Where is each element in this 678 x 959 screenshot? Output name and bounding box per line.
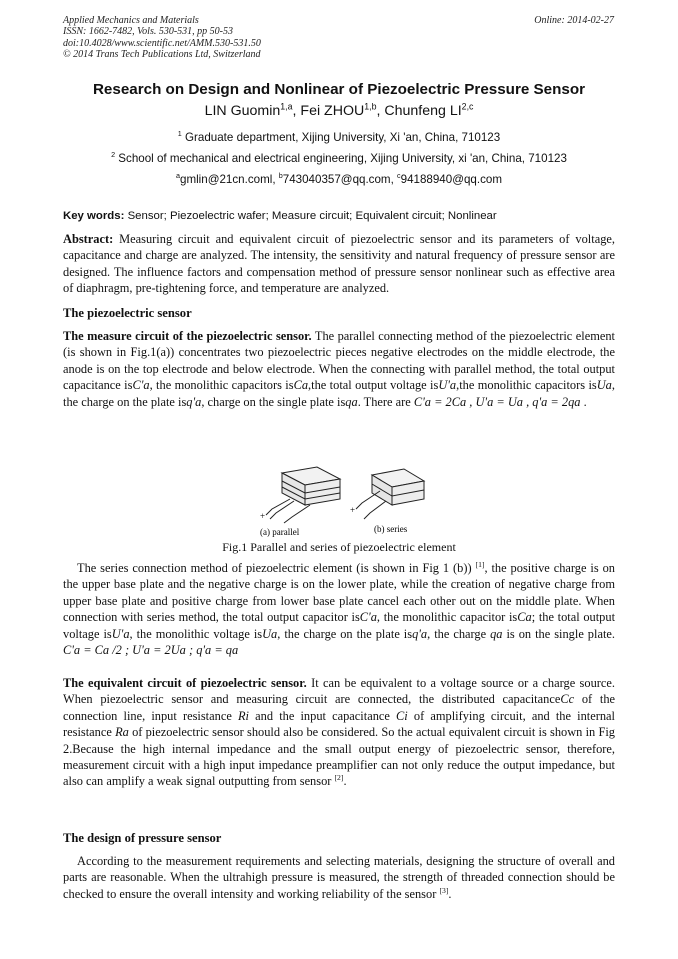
affiliation-1 — [0, 131, 678, 144]
parallel-element-diagram — [266, 467, 340, 523]
keywords — [63, 208, 615, 224]
issn-line: ISSN: 1662-7482, Vols. 530-531, pp 50-53 — [63, 26, 233, 38]
label-parallel: (a) parallel — [260, 527, 300, 537]
figure-caption: Fig.1 Parallel and series of piezoelectric element — [222, 540, 456, 554]
math-var: Ci — [396, 708, 408, 723]
text-run: It can be equivalent to a voltage source or a charge source. When piezoelectric sensor and measuring circuit are connected, the distributed capacitance — [63, 676, 615, 707]
text-run: , the charge on the plate is — [63, 378, 615, 409]
author-line — [0, 103, 678, 119]
math-var: Ca — [517, 610, 532, 625]
aff1-text: Graduate department, Xijing University, Xi 'an, China, 710123 — [181, 131, 501, 144]
math-var: Ra — [115, 725, 129, 740]
math-var: Ua — [596, 378, 612, 393]
section-heading-piezoelectric-sensor: The piezoelectric sensor — [63, 306, 192, 320]
citation[interactable]: [3] — [439, 885, 449, 895]
abstract-text: Measuring circuit and equivalent circuit of piezoelectric sensor and its parameters of voltage, capacitance and charge are analyzed. The intensity, the sensitivity and natural frequency of pressure sensor are designed. The influence factors and compensation method of pressure sensor nonlinear such as effective area of diaphragm, pre-tightening force, and temperature are analyzed. — [63, 232, 615, 296]
math-var: q'a — [186, 394, 202, 409]
author-3-sup: 2,c — [461, 101, 474, 112]
equation: C'a = Ca /2 ; U'a = 2Ua ; q'a = qa — [63, 643, 239, 658]
paragraph-design — [63, 853, 615, 902]
paragraph-lead: The equivalent circuit of piezoelectric sensor. — [63, 676, 307, 690]
text-run: of the connection line, input resistance — [63, 692, 616, 723]
figure-piezo-elements — [252, 463, 442, 537]
text-run: , the monolithic capacitors is — [149, 378, 294, 393]
text-run: ,the monolithic capacitors is — [456, 378, 597, 393]
equation: C'a = 2Ca , U'a = Ua , q'a = 2qa — [413, 394, 581, 409]
math-var: Ua — [262, 626, 278, 641]
text-run: , charge on the single plate is — [201, 394, 346, 409]
math-var: Cc — [560, 692, 575, 707]
math-var: qa — [490, 626, 503, 641]
paragraph-equivalent-circuit — [63, 675, 615, 790]
text-run: , the charge — [427, 626, 491, 641]
email-c[interactable]: 94188940@qq.com — [400, 173, 502, 186]
math-var: C'a — [132, 378, 150, 393]
plus-sign-series: + — [350, 505, 356, 515]
abstract-label: Abstract: — [63, 232, 114, 246]
paper-title: Research on Design and Nonlinear of Piezoelectric Pressure Sensor — [92, 81, 586, 98]
journal-name: Applied Mechanics and Materials — [63, 15, 199, 26]
paragraph-series-connection — [63, 560, 615, 658]
email-a-sup: a — [176, 171, 180, 181]
series-element-diagram — [356, 469, 424, 519]
text-run: , the monolithic capacitor is — [376, 610, 518, 625]
author-3: , Chunfeng LI — [376, 103, 462, 119]
text-run: ; the total output voltage is — [63, 610, 616, 641]
text-run: . — [343, 774, 347, 789]
math-var: C'a — [359, 610, 377, 625]
doi-line: doi:10.4028/www.scientific.net/AMM.530-531.50 — [63, 37, 261, 49]
copyright-line: © 2014 Trans Tech Publications Ltd, Switzerland — [63, 49, 261, 61]
text-run: ,the total output voltage is — [308, 378, 439, 393]
email-b-sup: b — [278, 171, 283, 181]
paragraph-lead: The measure circuit of the piezoelectric sensor. — [63, 329, 312, 343]
paragraph-measure-circuit — [63, 328, 615, 410]
text-run: of amplifying circuit, and the internal resistance — [63, 708, 615, 740]
text-run: The parallel connecting method of the piezoelectric element (is shown in Fig.1(a)) concentrates two piezoelectric pieces negative electrodes on the middle electrode, the anode is on the top electrode and below electrode. When the connecting with parallel method, the total output capacitance is — [63, 329, 615, 393]
plus-sign-parallel: + — [260, 511, 266, 521]
aff2-text: School of mechanical and electrical engineering, Xijing University, xi 'an, China, 710123 — [115, 152, 567, 165]
text-run: . — [580, 394, 587, 409]
text-run: is on the single plate. — [502, 626, 615, 641]
text-run: , the charge on the plate is — [277, 626, 413, 641]
email-b[interactable]: 743040357@qq.com, — [282, 173, 398, 186]
online-date: Online: 2014-02-27 — [534, 15, 614, 26]
citation[interactable]: [1] — [475, 559, 485, 569]
abstract — [63, 231, 615, 297]
math-var: U'a — [438, 378, 457, 393]
text-run: . — [448, 886, 452, 901]
text-run: , the positive charge is on the upper base plate and the negative charge is on the lower plate, while the creation of negative charge from upper base plate and positive charge from lower base plate cancel each other out on the middle plate. When connection with series method, the total output capacitor is — [63, 561, 616, 625]
text-run: The series connection method of piezoelectric element (is shown in Fig 1 (b)) — [77, 561, 476, 575]
author-1-sup: 1,a — [280, 101, 293, 112]
aff2-sup: 2 — [111, 150, 116, 160]
email-c-sup: c — [397, 171, 401, 181]
author-2-sup: 1,b — [364, 101, 377, 112]
text-run: . There are — [357, 394, 414, 409]
text-run: , the monolithic voltage is — [129, 626, 263, 641]
label-series: (b) series — [374, 524, 408, 534]
math-var: q'a — [412, 626, 428, 641]
citation[interactable]: [2] — [334, 773, 344, 783]
affiliation-2 — [0, 152, 678, 165]
math-var: Ca — [293, 378, 309, 393]
math-var: U'a — [111, 626, 130, 641]
author-1: LIN Guomin — [204, 103, 281, 119]
author-2: , Fei ZHOU — [292, 103, 365, 119]
math-var: qa — [345, 394, 358, 409]
math-var: Ri — [237, 708, 249, 723]
keywords-text: Sensor; Piezoelectric wafer; Measure circuit; Equivalent circuit; Nonlinear — [124, 210, 497, 222]
aff1-sup: 1 — [177, 129, 182, 139]
section-heading-design: The design of pressure sensor — [63, 831, 222, 845]
email-a[interactable]: gmlin@21cn.coml, — [180, 173, 279, 186]
email-line — [0, 173, 678, 186]
keywords-label: Key words: — [63, 210, 125, 222]
text-run: According to the measurement requirements and selecting materials, designing the structure of overall and parts are reasonable. When the ultrahigh pressure is measured, the strength of threaded connection should be checked to ensure the overall intensity and working reliability of the sensor — [63, 854, 615, 901]
journal-header — [63, 15, 261, 61]
text-run: and the input capacitance — [249, 708, 397, 723]
text-run: of piezoelectric sensor should also be considered. So the actual equivalent circuit is shown in Fig 2.Because the high internal impedance and the small output energy of piezoelectric sensor, therefore, measurement circuit with a high input impedance preamplifier can not only reduce the output impedance, but also can amplify a weak signal outputting from sensor — [63, 725, 615, 789]
